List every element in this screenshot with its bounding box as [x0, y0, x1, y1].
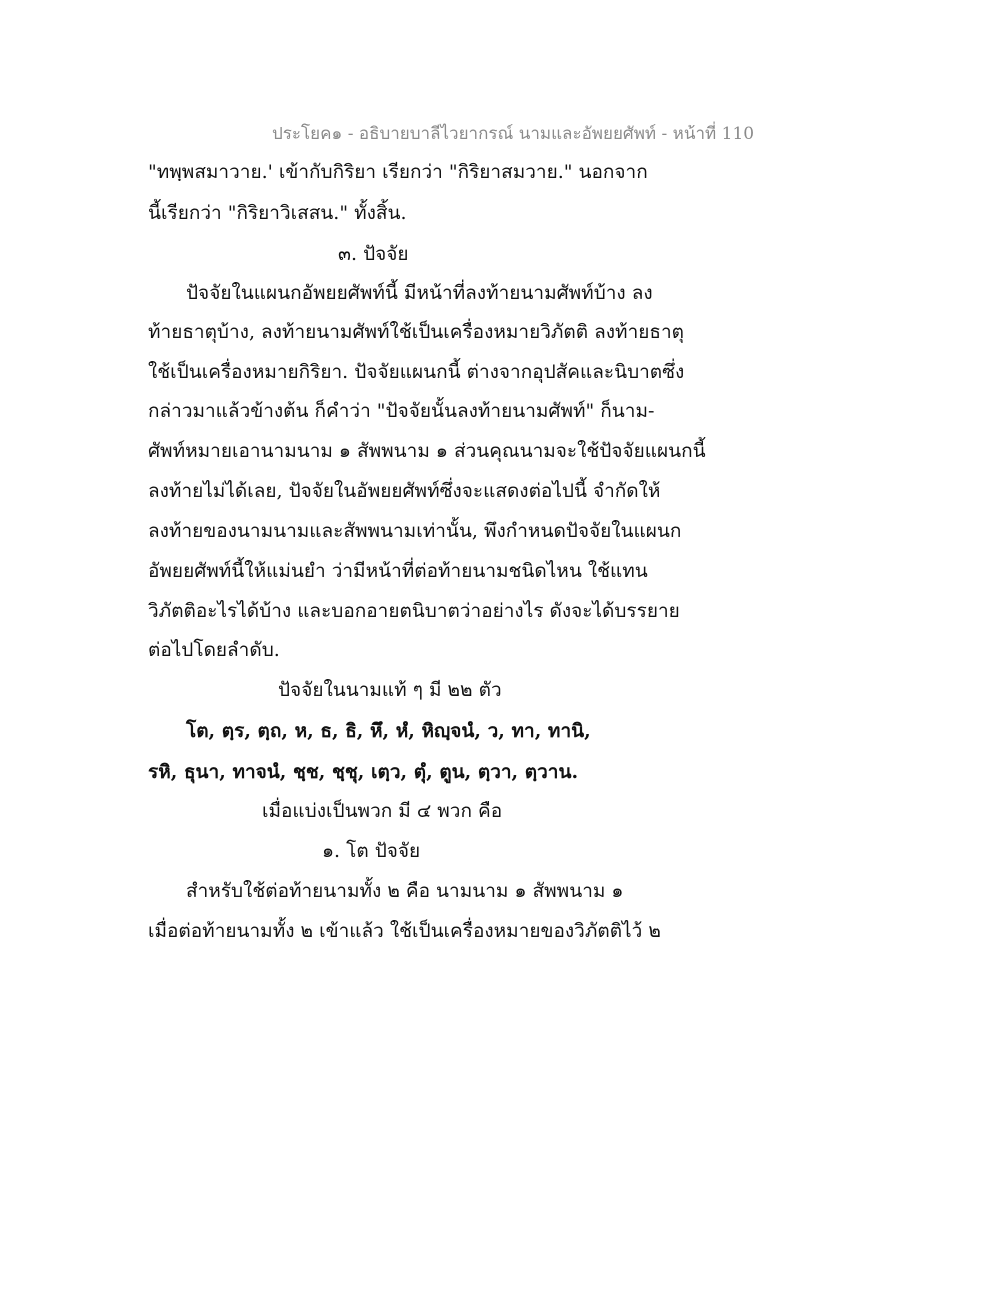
paragraph-line: ลงท้ายไม่ได้เลย, ปัจจัยในอัพยยศัพท์ซึ่งจะแสดงต่อไปนี้ จำกัดให้ [148, 480, 661, 502]
intro-line: "ทพฺพสมาวาย.' เข้ากับกิริยา เรียกว่า "กิริยาสมวาย." นอกจาก [148, 161, 648, 183]
suffix-list-line: โต, ตฺร, ตฺถ, ห, ธ, ธิ, หึ, หํ, หิญฺจนํ, ว, ทา, ทานิ, [186, 720, 591, 742]
groups-line: เมื่อแบ่งเป็นพวก มี ๔ พวก คือ [262, 800, 503, 822]
paragraph-line: ใช้เป็นเครื่องหมายกิริยา. ปัจจัยแผนกนี้ ต่างจากอุปสัคและนิบาตซึ่ง [148, 361, 685, 383]
closing-line: สำหรับใช้ต่อท้ายนามทั้ง ๒ คือ นามนาม ๑ สัพพนาม ๑ [186, 880, 624, 902]
paragraph-line: ต่อไปโดยลำดับ. [148, 639, 280, 661]
suffix-heading: ปัจจัยในนามแท้ ๆ มี ๒๒ ตัว [278, 679, 502, 701]
sub-heading: ๑. โต ปัจจัย [322, 840, 421, 862]
intro-line: นี้เรียกว่า "กิริยาวิเสสน." ทั้งสิ้น. [148, 202, 407, 224]
paragraph-line: ท้ายธาตุบ้าง, ลงท้ายนามศัพท์ใช้เป็นเครื่องหมายวิภัตติ ลงท้ายธาตุ [148, 321, 684, 343]
paragraph-line: ศัพท์หมายเอานามนาม ๑ สัพพนาม ๑ ส่วนคุณนามจะใช้ปัจจัยแผนกนี้ [148, 440, 706, 462]
running-header: ประโยค๑ - อธิบายบาลีไวยากรณ์ นามและอัพยยศัพท์ - หน้าที่ 110 [272, 124, 755, 144]
closing-line: เมื่อต่อท้ายนามทั้ง ๒ เข้าแล้ว ใช้เป็นเครื่องหมายของวิภัตติไว้ ๒ [148, 920, 661, 942]
suffix-list-line: รหิ, ธุนา, ทาจนํ, ชฺช, ชฺชุ, เตฺว, ตุํ, ตูน, ตฺวา, ตฺวาน. [148, 761, 579, 783]
paragraph-line: ลงท้ายของนามนามและสัพพนามเท่านั้น, พึงกำหนดปัจจัยในแผนก [148, 520, 682, 542]
paragraph-line: อัพยยศัพท์นี้ให้แม่นยำ ว่ามีหน้าที่ต่อท้ายนามชนิดไหน ใช้แทน [148, 560, 648, 582]
section-heading: ๓. ปัจจัย [338, 243, 409, 265]
paragraph-line: ปัจจัยในแผนกอัพยยศัพท์นี้ มีหน้าที่ลงท้ายนามศัพท์บ้าง ลง [186, 282, 653, 304]
paragraph-line: กล่าวมาแล้วข้างต้น ก็คำว่า "ปัจจัยนั้นลงท้ายนามศัพท์" ก็นาม- [148, 400, 655, 422]
paragraph-line: วิภัตติอะไรได้บ้าง และบอกอายตนิบาตว่าอย่างไร ดังจะได้บรรยาย [148, 600, 680, 622]
